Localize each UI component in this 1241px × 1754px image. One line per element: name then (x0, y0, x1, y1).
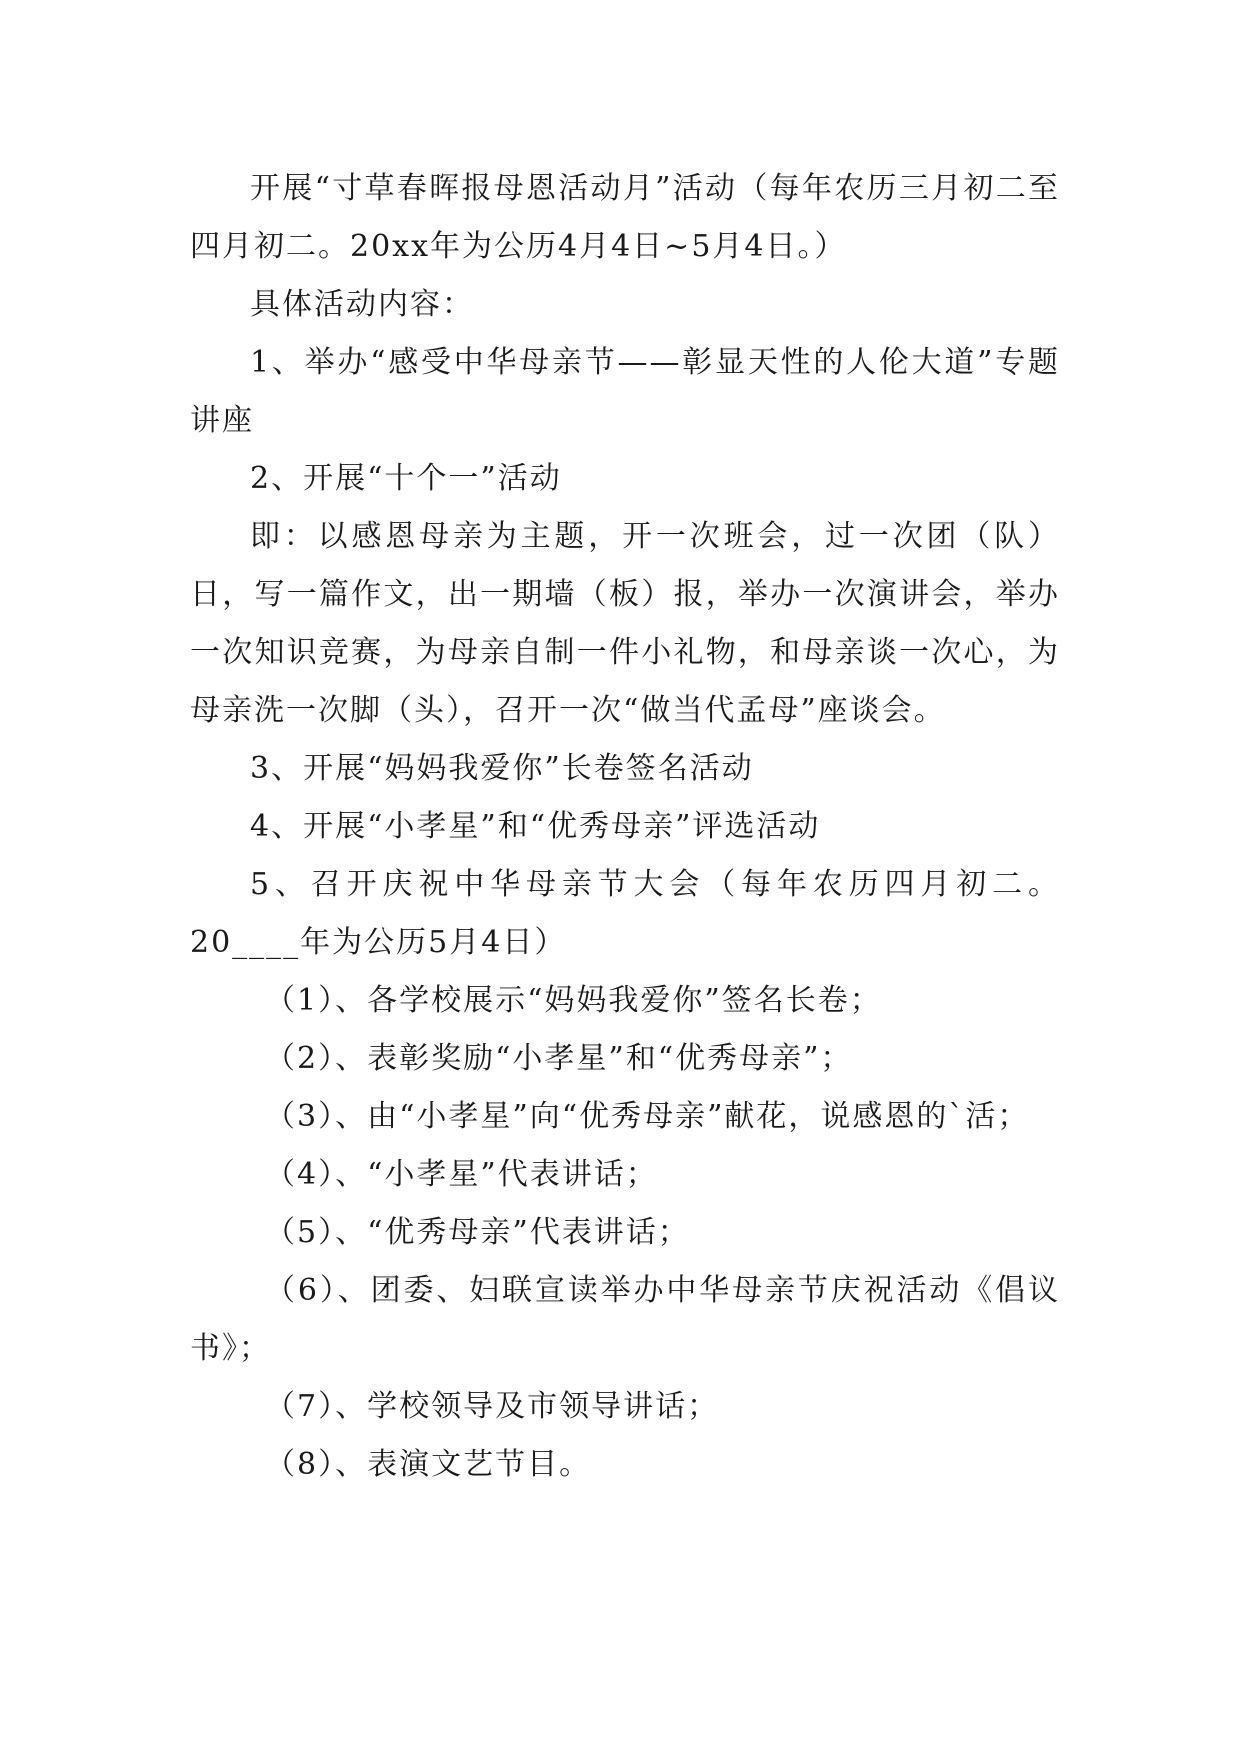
sub-item-1: （1）、各学校展示“妈妈我爱你”签名长卷； (265, 983, 882, 1018)
paragraph-content-heading: 具体活动内容： (250, 287, 474, 322)
sub-item-3: （3）、由“小孝星”向“优秀母亲”献花，说感恩的`活； (265, 1099, 1030, 1134)
paragraph-intro: 开展“寸草春晖报母恩活动月”活动（每年农历三月初二至四月初二。20xx年为公历4月4日~5月4日。） (190, 171, 1060, 264)
sub-item-6: （6）、团委、妇联宣读举办中华母亲节庆祝活动《倡议书》； (190, 1273, 1060, 1366)
sub-item-7: （7）、学校领导及市领导讲话； (265, 1389, 720, 1424)
paragraph-item-5: 5、召开庆祝中华母亲节大会（每年农历四月初二。20____年为公历5月4日） (190, 867, 1060, 960)
sub-item-4: （4）、“小孝星”代表讲话； (265, 1157, 658, 1192)
paragraph-item-1: 1、举办“感受中华母亲节——彰显天性的人伦大道”专题讲座 (190, 345, 1060, 438)
sub-item-8: （8）、表演文艺节目。 (265, 1447, 592, 1482)
paragraph-item-4: 4、开展“小孝星”和“优秀母亲”评选活动 (250, 809, 821, 844)
paragraph-item-2-detail: 即：以感恩母亲为主题，开一次班会，过一次团（队）日，写一篇作文，出一期墙（板）报，举办一次演讲会，举办一次知识竞赛，为母亲自制一件小礼物，和母亲谈一次心，为母亲洗一次脚（头），召开一次“做当代孟母”座谈会。 (190, 519, 1060, 728)
paragraph-item-2: 2、开展“十个一”活动 (250, 461, 562, 496)
document-body (190, 160, 1060, 1494)
sub-item-5: （5）、“优秀母亲”代表讲话； (265, 1215, 690, 1250)
paragraph-item-3: 3、开展“妈妈我爱你”长卷签名活动 (250, 751, 754, 786)
sub-item-2: （2）、表彰奖励“小孝星”和“优秀母亲”； (265, 1041, 853, 1076)
